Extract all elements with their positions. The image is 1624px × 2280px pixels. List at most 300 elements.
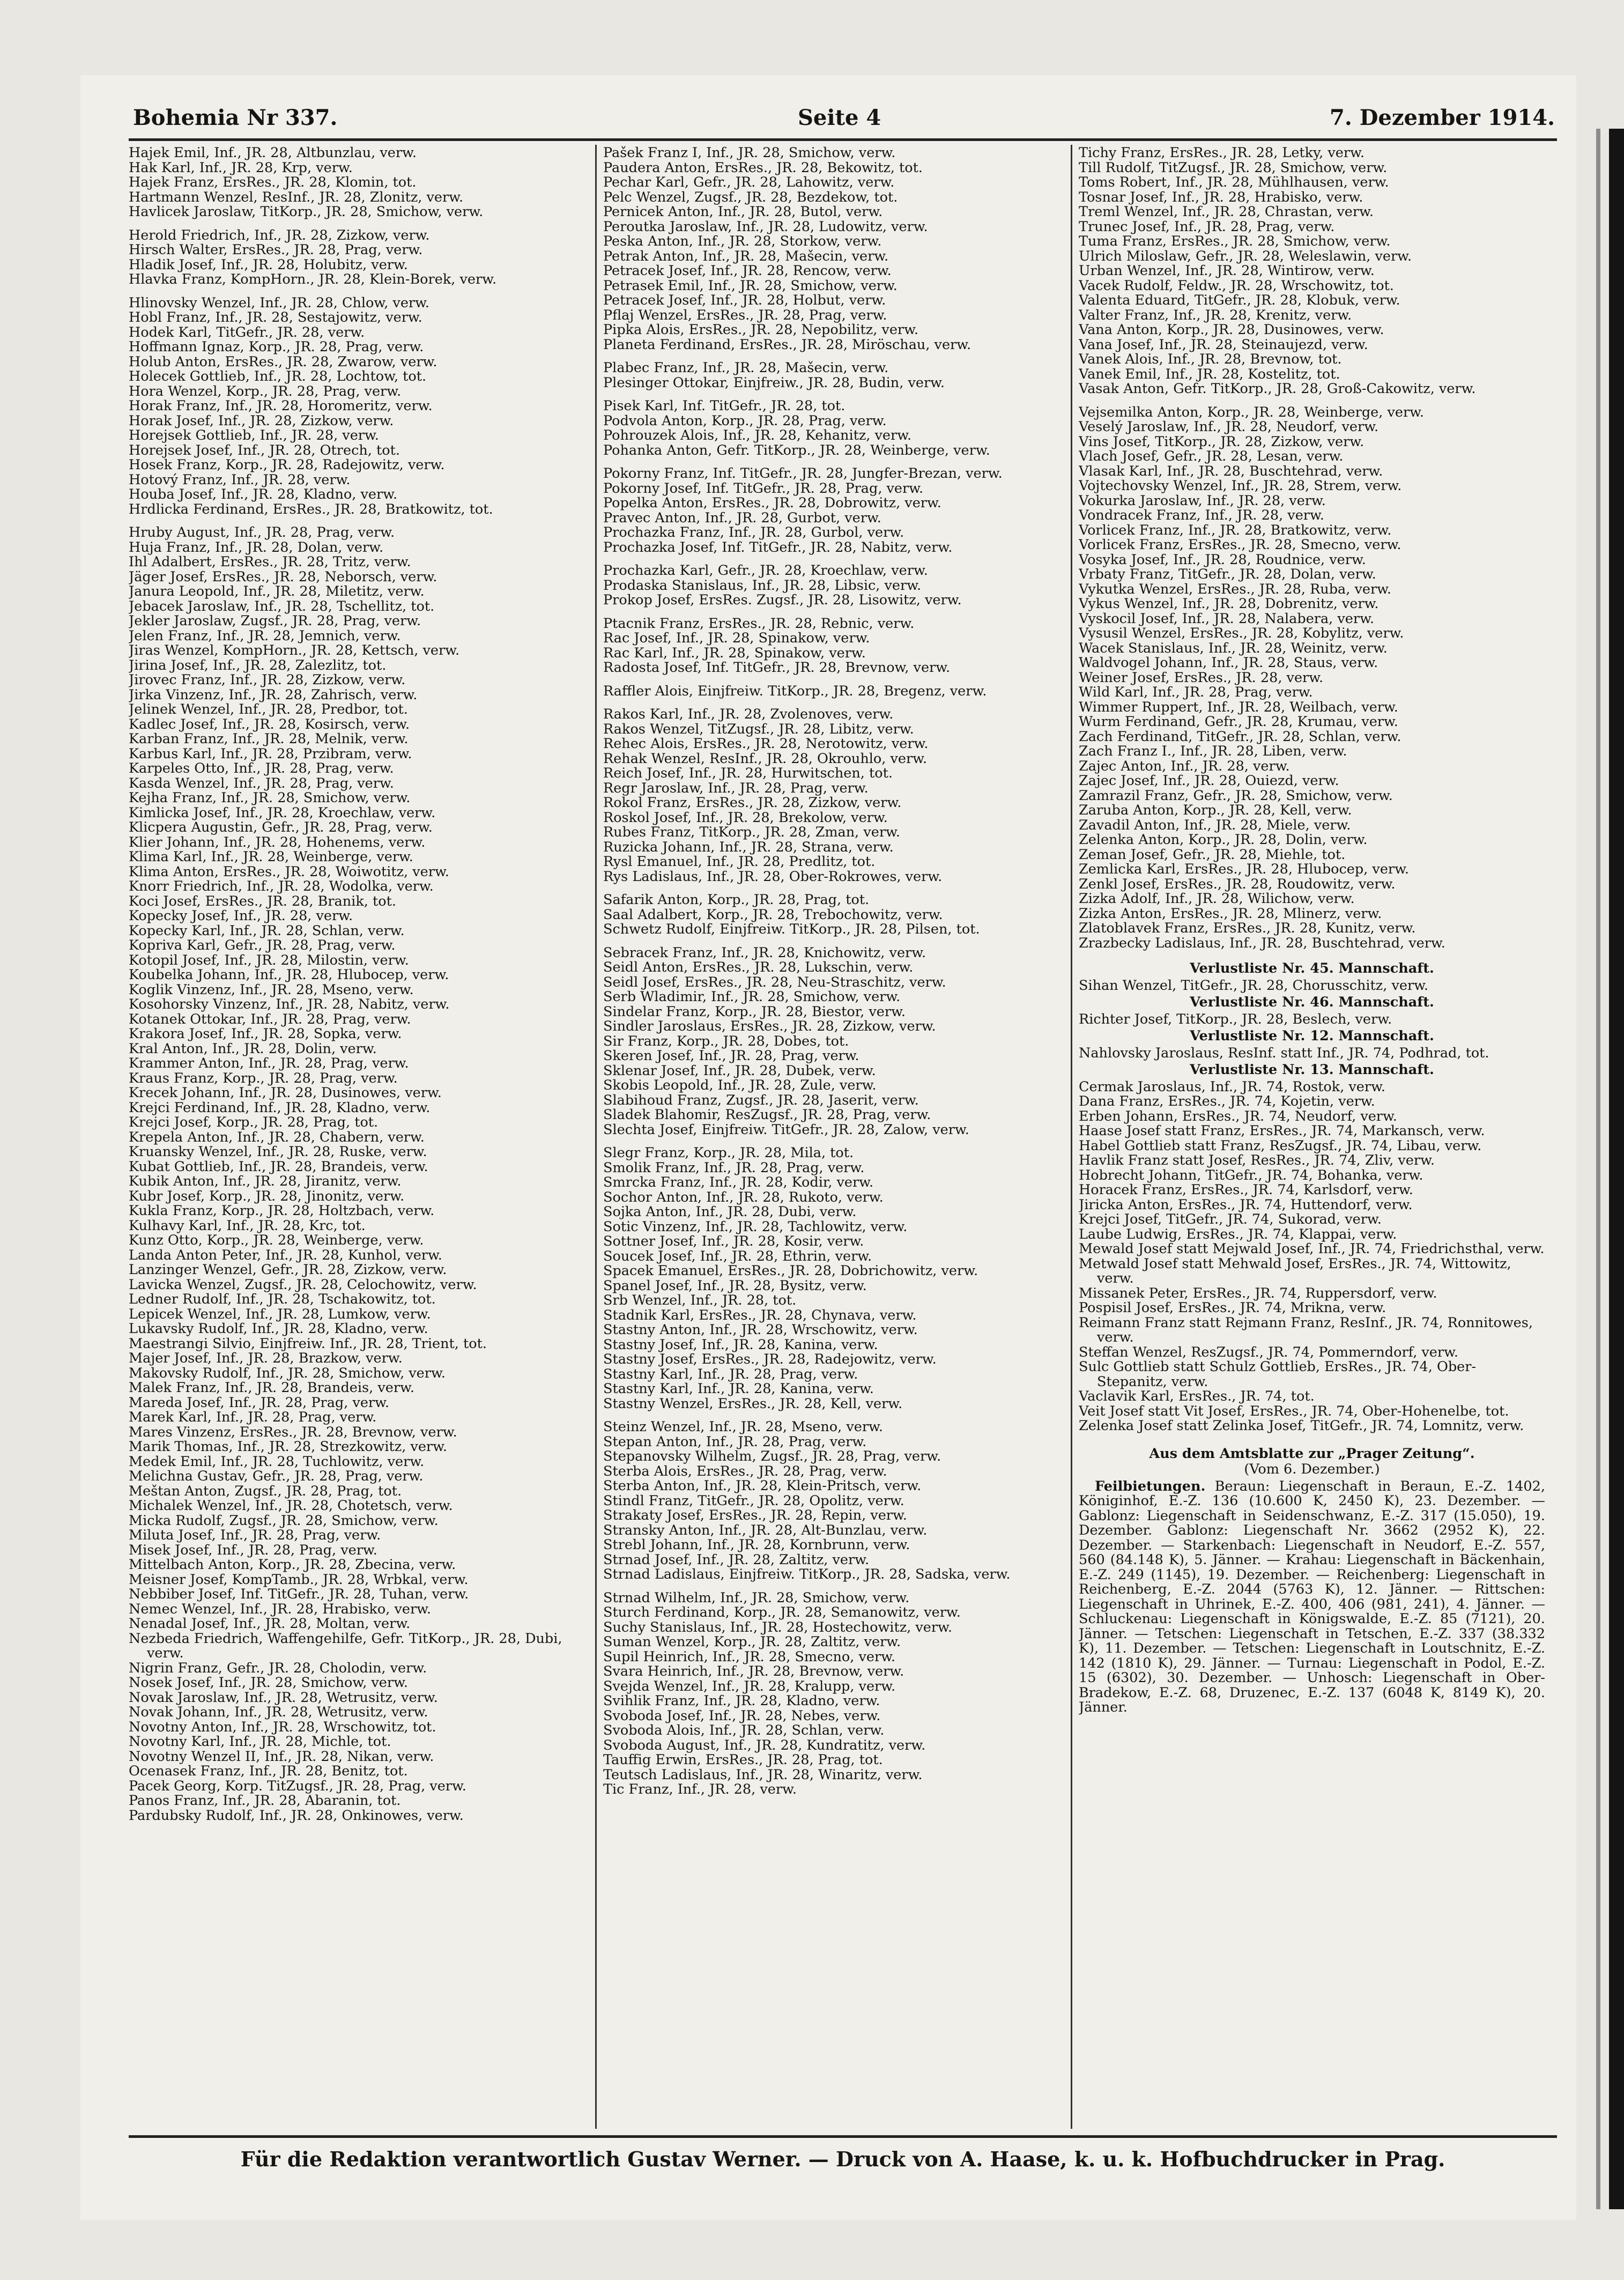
casualty-entry: Rokol Franz, ErsRes., JR. 28, Zizkow, verw. (603, 796, 902, 811)
notice-date: (Vom 6. Dezember.) (1244, 1461, 1380, 1477)
casualty-entry: Veselý Jaroslaw, Inf., JR. 28, Neudorf, verw. (1079, 420, 1379, 435)
casualty-entry: Nenadal Josef, Inf., JR. 28, Moltan, verw. (129, 1617, 411, 1632)
casualty-entry: Svejda Wenzel, Inf., JR. 28, Kralupp, verw. (603, 1679, 896, 1694)
casualty-entry: Rys Ladislaus, Inf., JR. 28, Ober-Rokrowes, verw. (603, 869, 943, 884)
casualty-entry: Makovsky Rudolf, Inf., JR. 28, Smichow, verw. (129, 1366, 446, 1381)
notice-body (1079, 1479, 1545, 1715)
casualty-entry: Hoffmann Ignaz, Korp., JR. 28, Prag, verw. (129, 340, 424, 355)
casualty-entry: Misek Josef, Inf., JR. 28, Prag, verw. (129, 1543, 377, 1558)
casualty-entry: Novotny Wenzel II, Inf., JR. 28, Nikan, verw. (129, 1749, 434, 1764)
casualty-entry: Jiricka Anton, ErsRes., JR. 74, Huttendorf, verw. (1079, 1197, 1413, 1212)
casualty-entry: Krepela Anton, Inf., JR. 28, Chabern, verw. (129, 1130, 425, 1145)
casualty-entry: Urban Wenzel, Inf., JR. 28, Wintirow, verw. (1079, 264, 1375, 279)
loss-list-heading: Verlustliste Nr. 12. Mannschaft. (1190, 1028, 1434, 1044)
casualty-entry: Richter Josef, TitKorp., JR. 28, Beslech, verw. (1079, 1012, 1392, 1027)
casualty-entry: Horacek Franz, ErsRes., JR. 74, Karlsdorf, verw. (1079, 1183, 1413, 1198)
casualty-entry: Metwald Josef statt Mehwald Josef, ErsRes., JR. 74, Wittowitz, verw. (1079, 1256, 1511, 1286)
casualty-entry: Koubelka Johann, Inf., JR. 28, Hlubocep, verw. (129, 968, 449, 983)
casualty-entry: Jelen Franz, Inf., JR. 28, Jemnich, verw. (129, 628, 401, 643)
casualty-entry: Pelc Wenzel, Zugsf., JR. 28, Bezdekow, tot. (603, 190, 898, 205)
casualty-entry: Prodaska Stanislaus, Inf., JR. 28, Libsic, verw. (603, 578, 922, 593)
casualty-entry: Vorlicek Franz, Inf., JR. 28, Bratkowitz, verw. (1079, 523, 1392, 538)
casualty-entry: Ulrich Miloslaw, Gefr., JR. 28, Weleslawin, verw. (1079, 249, 1412, 264)
casualty-entry: Srb Wenzel, Inf., JR. 28, tot. (603, 1293, 797, 1308)
casualty-entry: Zemlicka Karl, ErsRes., JR. 28, Hlubocep, verw. (1079, 862, 1410, 877)
casualty-entry: Sindler Jaroslaus, ErsRes., JR. 28, Zizkow, verw. (603, 1019, 936, 1034)
casualty-entry: Hora Wenzel, Korp., JR. 28, Prag, verw. (129, 384, 402, 399)
casualty-entry: Kopecky Karl, Inf., JR. 28, Schlan, verw. (129, 923, 405, 938)
casualty-entry: Krejci Josef, TitGefr., JR. 74, Sukorad, verw. (1079, 1212, 1382, 1227)
casualty-entry: Novotny Karl, Inf., JR. 28, Michle, tot. (129, 1735, 391, 1750)
casualty-entry: Strnad Ladislaus, Einjfreiw. TitKorp., JR. 28, Sadska, verw. (603, 1567, 1011, 1582)
casualty-entry: Petracek Josef, Inf., JR. 28, Rencow, verw. (603, 264, 892, 279)
casualty-entry: Holub Anton, ErsRes., JR. 28, Zwarow, verw. (129, 354, 437, 369)
casualty-entry: Vykus Wenzel, Inf., JR. 28, Dobrenitz, verw. (1079, 597, 1379, 612)
casualty-entry: Hotový Franz, Inf., JR. 28, verw. (129, 472, 351, 487)
casualty-entry: Sotic Vinzenz, Inf., JR. 28, Tachlowitz, verw. (603, 1219, 908, 1234)
casualty-entry: Zavadil Anton, Inf., JR. 28, Miele, verw. (1079, 818, 1351, 833)
casualty-entry: Panos Franz, Inf., JR. 28, Abaranin, tot. (129, 1794, 401, 1809)
casualty-entry: Vlasak Karl, Inf., JR. 28, Buschtehrad, verw. (1079, 464, 1383, 479)
casualty-entry: Jebacek Jaroslaw, Inf., JR. 28, Tschellitz, tot. (129, 599, 435, 614)
page-number: Seite 4 (798, 105, 881, 130)
casualty-entry: Maestrangi Silvio, Einjfreiw. Inf., JR. 28, Trient, tot. (129, 1336, 487, 1351)
casualty-entry: Rac Karl, Inf., JR. 28, Spinakow, verw. (603, 646, 866, 661)
casualty-entry: Kadlec Josef, Inf., JR. 28, Kosirsch, verw. (129, 717, 410, 732)
casualty-entry: Stastny Josef, ErsRes., JR. 28, Radejowitz, verw. (603, 1352, 937, 1367)
casualty-entry: Ocenasek Franz, Inf., JR. 28, Benitz, tot. (129, 1764, 408, 1779)
casualty-entry: Pacek Georg, Korp. TitZugsf., JR. 28, Prag, verw. (129, 1779, 466, 1794)
casualty-entry: Sir Franz, Korp., JR. 28, Dobes, tot. (603, 1034, 849, 1049)
casualty-entry: Vasak Anton, Gefr. TitKorp., JR. 28, Groß-Cakowitz, verw. (1079, 382, 1476, 397)
casualty-entry: Vondracek Franz, Inf., JR. 28, verw. (1079, 508, 1324, 523)
casualty-entry: Stransky Anton, Inf., JR. 28, Alt-Bunzlau, verw. (603, 1523, 928, 1538)
publication-title: Bohemia Nr 337. (133, 105, 338, 130)
casualty-entry: Janura Leopold, Inf., JR. 28, Miletitz, verw. (129, 584, 425, 599)
casualty-entry: Knorr Friedrich, Inf., JR. 28, Wodolka, verw. (129, 879, 434, 894)
casualty-entry: Meštan Anton, Zugsf., JR. 28, Prag, tot. (129, 1484, 402, 1499)
casualty-entry: Zamrazil Franz, Gefr., JR. 28, Smichow, verw. (1079, 788, 1393, 803)
casualty-entry: Nahlovsky Jaroslaus, ResInf. statt Inf., JR. 74, Podhrad, tot. (1079, 1046, 1489, 1061)
entry-spacer (129, 220, 595, 228)
loss-list-heading: Verlustliste Nr. 45. Mannschaft. (1190, 960, 1434, 976)
casualty-entry: Zaruba Anton, Korp., JR. 28, Kell, verw. (1079, 803, 1352, 818)
entry-spacer (603, 458, 1070, 467)
casualty-entry: Landa Anton Peter, Inf., JR. 28, Kunhol, verw. (129, 1248, 442, 1263)
casualty-entry: Micka Rudolf, Zugsf., JR. 28, Smichow, verw. (129, 1513, 439, 1528)
casualty-entry: Sulc Gottlieb statt Schulz Gottlieb, ErsRes., JR. 74, Ober-Stepanitz, verw. (1079, 1360, 1477, 1389)
casualty-entry: Sterba Alois, ErsRes., JR. 28, Prag, verw. (603, 1464, 887, 1479)
casualty-entry: Zajec Anton, Inf., JR. 28, verw. (1079, 759, 1290, 774)
entry-spacer (603, 1582, 1070, 1591)
casualty-entry: Karbus Karl, Inf., JR. 28, Przibram, verw. (129, 746, 412, 761)
casualty-entry: Rysl Emanuel, Inf., JR. 28, Predlitz, tot. (603, 855, 876, 870)
entry-spacer (603, 555, 1070, 564)
casualty-entry: Krakora Josef, Inf., JR. 28, Sopka, verw. (129, 1027, 402, 1042)
casualty-entry: Pokorny Josef, Inf. TitGefr., JR. 28, Prag, verw. (603, 481, 924, 496)
casualty-entry: Pravec Anton, Inf., JR. 28, Gurbot, verw. (603, 510, 881, 525)
casualty-entry: Strakaty Josef, ErsRes., JR. 28, Repin, verw. (603, 1508, 907, 1523)
casualty-entry: Waldvogel Johann, Inf., JR. 28, Staus, verw. (1079, 656, 1378, 671)
casualty-entry: Klier Johann, Inf., JR. 28, Hohenems, verw. (129, 835, 426, 850)
casualty-entry: Medek Emil, Inf., JR. 28, Tuchlowitz, verw. (129, 1454, 425, 1469)
casualty-entry: Nebbiber Josef, Inf. TitGefr., JR. 28, Tuhan, verw. (129, 1587, 469, 1602)
casualty-entry: Huja Franz, Inf., JR. 28, Dolan, verw. (129, 540, 384, 555)
casualty-entry: Hobl Franz, Inf., JR. 28, Sestajowitz, verw. (129, 310, 422, 325)
casualty-entry: Tosnar Josef, Inf., JR. 28, Hrabisko, verw. (1079, 190, 1363, 205)
casualty-entry: Suchy Stanislaus, Inf., JR. 28, Hostechowitz, verw. (603, 1620, 952, 1635)
casualty-entry: Lukavsky Rudolf, Inf., JR. 28, Kladno, verw. (129, 1322, 428, 1337)
loss-list-heading: Verlustliste Nr. 13. Mannschaft. (1190, 1062, 1434, 1078)
casualty-entry: Sterba Anton, Inf., JR. 28, Klein-Pritsch, verw. (603, 1479, 922, 1494)
casualty-entry: Horejsek Josef, Inf., JR. 28, Otrech, tot. (129, 443, 400, 458)
casualty-entry: Jirovec Franz, Inf., JR. 28, Zizkow, verw. (129, 673, 406, 688)
casualty-entry: Safarik Anton, Korp., JR. 28, Prag, tot. (603, 893, 870, 908)
casualty-entry: Vanek Emil, Inf., JR. 28, Kostelitz, tot. (1079, 367, 1340, 382)
casualty-entry: Klima Karl, Inf., JR. 28, Weinberge, verw. (129, 850, 413, 865)
casualty-entry: Pipka Alois, ErsRes., JR. 28, Nepobilitz, verw. (603, 323, 919, 338)
casualty-entry: Kral Anton, Inf., JR. 28, Dolin, verw. (129, 1041, 377, 1056)
casualty-entry: Sladek Blahomir, ResZugsf., JR. 28, Prag, verw. (603, 1108, 931, 1123)
casualty-entry: Ruzicka Johann, Inf., JR. 28, Strana, verw. (603, 840, 894, 855)
casualty-entry: Hirsch Walter, ErsRes., JR. 28, Prag, verw. (129, 243, 423, 258)
casualty-entry: Vins Josef, TitKorp., JR. 28, Zizkow, verw. (1079, 434, 1365, 449)
casualty-entry: Zeman Josef, Gefr., JR. 28, Miehle, tot. (1079, 847, 1346, 862)
casualty-entry: Till Rudolf, TitZugsf., JR. 28, Smichow, verw. (1079, 160, 1388, 175)
casualty-entry: Toms Robert, Inf., JR. 28, Mühlhausen, verw. (1079, 175, 1389, 190)
entry-spacer (603, 699, 1070, 707)
casualty-entry: Vokurka Jaroslaw, Inf., JR. 28, verw. (1079, 493, 1326, 508)
casualty-entry: Haase Josef statt Franz, ErsRes., JR. 74, Markansch, verw. (1079, 1124, 1485, 1139)
casualty-entry: Mareda Josef, Inf., JR. 28, Prag, verw. (129, 1395, 390, 1410)
casualty-entry: Jiras Wenzel, KompHorn., JR. 28, Kettsch, verw. (129, 643, 460, 658)
casualty-entry: Strebl Johann, Inf., JR. 28, Kornbrunn, verw. (603, 1538, 910, 1553)
casualty-entry: Pohanka Anton, Gefr. TitKorp., JR. 28, Weinberge, verw. (603, 443, 990, 458)
casualty-entry: Novotny Anton, Inf., JR. 28, Wrschowitz, tot. (129, 1720, 436, 1735)
casualty-entry: Erben Johann, ErsRes., JR. 74, Neudorf, verw. (1079, 1109, 1397, 1124)
entry-spacer (1079, 397, 1545, 405)
casualty-entry: Svoboda Josef, Inf., JR. 28, Nebes, verw. (603, 1708, 881, 1723)
casualty-entry: Stepanovsky Wilhelm, Zugsf., JR. 28, Prag, verw. (603, 1449, 941, 1464)
entry-spacer (603, 390, 1070, 399)
casualty-entry: Vana Anton, Korp., JR. 28, Dusinowes, verw. (1079, 323, 1384, 338)
casualty-entry: Slabihoud Franz, Zugsf., JR. 28, Jaserit, verw. (603, 1093, 919, 1108)
casualty-entry: Michalek Wenzel, Inf., JR. 28, Chotetsch, verw. (129, 1499, 453, 1514)
casualty-entry: Houba Josef, Inf., JR. 28, Kladno, verw. (129, 487, 398, 502)
casualty-entry: Kunz Otto, Korp., JR. 28, Weinberge, verw. (129, 1233, 424, 1248)
casualty-entry: Podvola Anton, Korp., JR. 28, Prag, verw. (603, 413, 887, 428)
casualty-entry: Vykutka Wenzel, ErsRes., JR. 28, Ruba, verw. (1079, 582, 1392, 597)
casualty-entry: Marik Thomas, Inf., JR. 28, Strezkowitz, verw. (129, 1440, 448, 1455)
casualty-entry: Dana Franz, ErsRes., JR. 74, Kojetin, verw. (1079, 1094, 1375, 1109)
casualty-entry: Weiner Josef, ErsRes., JR. 28, verw. (1079, 670, 1324, 685)
casualty-entry: Ihl Adalbert, ErsRes., JR. 28, Tritz, verw. (129, 555, 411, 570)
casualty-entry: Steffan Wenzel, ResZugsf., JR. 74, Pommerndorf, verw. (1079, 1345, 1458, 1360)
casualty-entry: Svoboda August, Inf., JR. 28, Kundratitz, verw. (603, 1738, 926, 1753)
casualty-entry: Pflaj Wenzel, ErsRes., JR. 28, Prag, verw. (603, 308, 887, 323)
casualty-entry: Rakos Karl, Inf., JR. 28, Zvolenoves, verw. (603, 707, 894, 722)
casualty-entry: Treml Wenzel, Inf., JR. 28, Chrastan, verw. (1079, 205, 1374, 220)
casualty-entry: Vana Josef, Inf., JR. 28, Steinaujezd, verw. (1079, 337, 1368, 352)
casualty-entry: Strnad Wilhelm, Inf., JR. 28, Smichow, verw. (603, 1590, 910, 1605)
casualty-column-1 (129, 146, 595, 2130)
casualty-entry: Supil Heinrich, Inf., JR. 28, Smecno, verw. (603, 1649, 896, 1664)
casualty-entry: Havlik Franz statt Josef, ResRes., JR. 74, Zliv, verw. (1079, 1153, 1435, 1168)
casualty-entry: Teutsch Ladislaus, Inf., JR. 28, Winaritz, verw. (603, 1767, 923, 1782)
casualty-entry: Tuma Franz, ErsRes., JR. 28, Smichow, verw. (1079, 234, 1391, 249)
casualty-entry: Roskol Josef, Inf., JR. 28, Brekolow, verw. (603, 810, 888, 825)
casualty-entry: Popelka Anton, ErsRes., JR. 28, Dobrowitz, verw. (603, 496, 941, 511)
entry-spacer (603, 608, 1070, 617)
entry-spacer (603, 352, 1070, 361)
casualty-entry: Kubik Anton, Inf., JR. 28, Jiranitz, verw. (129, 1174, 402, 1189)
casualty-entry: Hajek Franz, ErsRes., JR. 28, Klomin, tot. (129, 175, 417, 190)
casualty-entry: Wild Karl, Inf., JR. 28, Prag, verw. (1079, 685, 1313, 700)
casualty-entry: Stastny Anton, Inf., JR. 28, Wrschowitz, verw. (603, 1323, 918, 1338)
casualty-entry: Hlavka Franz, KompHorn., JR. 28, Klein-Borek, verw. (129, 272, 497, 287)
casualty-entry: Schwetz Rudolf, Einjfreiw. TitKorp., JR. 28, Pilsen, tot. (603, 922, 980, 937)
casualty-entry: Wimmer Ruppert, Inf., JR. 28, Weilbach, verw. (1079, 700, 1398, 715)
casualty-entry: Svihlik Franz, Inf., JR. 28, Kladno, verw. (603, 1694, 880, 1709)
casualty-entry: Vanek Alois, Inf., JR. 28, Brevnow, tot. (1079, 352, 1342, 367)
casualty-entry: Jekler Jaroslaw, Zugsf., JR. 28, Prag, verw. (129, 614, 421, 629)
casualty-entry: Trunec Josef, Inf., JR. 28, Prag, verw. (1079, 219, 1335, 234)
casualty-entry: Wacek Stanislaus, Inf., JR. 28, Weinitz, verw. (1079, 641, 1388, 656)
casualty-column-2 (603, 146, 1070, 2130)
casualty-entry: Slechta Josef, Einjfreiw. TitGefr., JR. 28, Zalow, verw. (603, 1122, 969, 1137)
casualty-entry: Jirka Vinzenz, Inf., JR. 28, Zahrisch, verw. (129, 687, 418, 702)
casualty-entry: Mittelbach Anton, Korp., JR. 28, Zbecina, verw. (129, 1558, 456, 1573)
casualty-entry: Zizka Adolf, Inf., JR. 28, Wilichow, verw. (1079, 892, 1355, 907)
casualty-entry: Miluta Josef, Inf., JR. 28, Prag, verw. (129, 1528, 381, 1543)
casualty-entry: Stastny Josef, Inf., JR. 28, Kanina, verw. (603, 1337, 878, 1352)
casualty-entry: Pisek Karl, Inf. TitGefr., JR. 28, tot. (603, 399, 846, 414)
casualty-entry: Pardubsky Rudolf, Inf., JR. 28, Onkinowes, verw. (129, 1808, 464, 1823)
casualty-entry: Svoboda Alois, Inf., JR. 28, Schlan, verw. (603, 1723, 885, 1738)
casualty-entry: Petrak Anton, Inf., JR. 28, Mašecin, verw. (603, 249, 889, 264)
casualty-entry: Peroutka Jaroslaw, Inf., JR. 28, Ludowitz, verw. (603, 219, 928, 234)
casualty-entry: Sojka Anton, Inf., JR. 28, Dubi, verw. (603, 1205, 857, 1220)
casualty-entry: Sturch Ferdinand, Korp., JR. 28, Semanowitz, verw. (603, 1605, 961, 1620)
casualty-entry: Kukla Franz, Korp., JR. 28, Holtzbach, verw. (129, 1204, 435, 1219)
casualty-entry: Valter Franz, Inf., JR. 28, Krenitz, verw. (1079, 308, 1352, 323)
casualty-entry: Zelenka Josef statt Zelinka Josef, TitGefr., JR. 74, Lomnitz, verw. (1079, 1419, 1524, 1434)
casualty-entry: Hrdlicka Ferdinand, ErsRes., JR. 28, Bratkowitz, tot. (129, 502, 493, 517)
casualty-entry: Horak Josef, Inf., JR. 28, Zizkow, verw. (129, 413, 394, 428)
casualty-entry: Sochor Anton, Inf., JR. 28, Rukoto, verw. (603, 1190, 884, 1205)
imprint-footer: Für die Redaktion verantwortlich Gustav Werner. — Druck von A. Haase, k. u. k. Hofbuchdrucker in Prag. (240, 2147, 1445, 2171)
casualty-entry: Smolik Franz, Inf., JR. 28, Prag, verw. (603, 1160, 865, 1175)
casualty-entry: Mewald Josef statt Mejwald Josef, Inf., JR. 74, Friedrichsthal, verw. (1079, 1242, 1545, 1257)
casualty-entry: Stastny Wenzel, ErsRes., JR. 28, Kell, verw. (603, 1396, 903, 1411)
casualty-entry: Soucek Josef, Inf., JR. 28, Ethrin, verw. (603, 1249, 872, 1264)
casualty-entry: Svara Heinrich, Inf., JR. 28, Brevnow, verw. (603, 1664, 904, 1679)
casualty-entry: Kosohorsky Vinzenz, Inf., JR. 28, Nabitz, verw. (129, 997, 450, 1012)
entry-spacer (603, 937, 1070, 946)
casualty-entry: Stastny Karl, Inf., JR. 28, Prag, verw. (603, 1367, 858, 1382)
entry-spacer (603, 676, 1070, 684)
casualty-entry: Kubat Gottlieb, Inf., JR. 28, Brandeis, verw. (129, 1159, 428, 1174)
casualty-entry: Vojtechovsky Wenzel, Inf., JR. 28, Strem, verw. (1079, 479, 1402, 494)
casualty-entry: Seidl Josef, ErsRes., JR. 28, Neu-Straschitz, verw. (603, 975, 946, 990)
casualty-entry: Habel Gottlieb statt Franz, ResZugsf., JR. 74, Libau, verw. (1079, 1138, 1482, 1153)
casualty-entry: Nezbeda Friedrich, Waffengehilfe, Gefr. TitKorp., JR. 28, Dubi, verw. (129, 1631, 562, 1661)
casualty-entry: Spanel Josef, Inf., JR. 28, Bysitz, verw. (603, 1278, 867, 1293)
casualty-entry: Pechar Karl, Gefr., JR. 28, Lahowitz, verw. (603, 175, 895, 190)
casualty-entry: Zenkl Josef, ErsRes., JR. 28, Roudowitz, verw. (1079, 877, 1396, 892)
casualty-entry: Sebracek Franz, Inf., JR. 28, Knichowitz, verw. (603, 945, 926, 960)
entry-spacer (1079, 1434, 1545, 1442)
entry-spacer (129, 287, 595, 296)
notice-text: Beraun: Liegenschaft in Beraun, E.-Z. 1402, Königinhof, E.-Z. 136 (10.600 K, 2450 K), 23. Dezember. — Gablonz: Liegenschaft in Seidenschwanz, E.-Z. 317 (15.050), 19. Dezember. Gablonz: Liegenschaft Nr. 3662 (2952 K), 22. Dezember. — Starkenbach: Liegenschaft in Neudorf, E.-Z. 557, 560 (84.148 K), 5. Jänner. — Krahau: Liegenschaft in Bäckenhain, E.-Z. 249 (1145), 19. Dezember. — Reichenberg: Liegenschaft in Reichenberg, E.-Z. 2044 (5763 K), 12. Jänner. — Rittschen: Liegenschaft in Uhrinek, E.-Z. 400, 406 (981, 241), 4. Jänner. — Schluckenau: Liegenschaft in Königswalde, E.-Z. 85 (7121), 20. Jänner. — Tetschen: Liegenschaft in Tetschen, E.-Z. 337 (38.332 K), 11. Dezember. — Tetschen: Liegenschaft in Loutschnitz, E.-Z. 142 (1810 K), 29. Jänner. — Turnau: Liegenschaft in Podol, E.-Z. 15 (6302), 30. Dezember. — Unhosch: Liegenschaft in Ober-Bradekow, E.-Z. 68, Druzenec, E.-Z. 137 (6048 K, 8149 K), 20. Jänner. (1079, 1478, 1545, 1715)
casualty-entry: Spacek Emanuel, ErsRes., JR. 28, Dobrichowitz, verw. (603, 1264, 978, 1279)
casualty-entry: Nigrin Franz, Gefr., JR. 28, Cholodin, verw. (129, 1661, 427, 1676)
casualty-entry: Krammer Anton, Inf., JR. 28, Prag, verw. (129, 1056, 409, 1071)
casualty-entry: Kulhavy Karl, Inf., JR. 28, Krc, tot. (129, 1218, 366, 1233)
casualty-entry: Pohrouzek Alois, Inf., JR. 28, Kehanitz, verw. (603, 428, 912, 443)
casualty-entry: Kruansky Wenzel, Inf., JR. 28, Ruske, verw. (129, 1145, 427, 1160)
casualty-entry: Prokop Josef, ErsRes. Zugsf., JR. 28, Lisowitz, verw. (603, 593, 962, 608)
casualty-entry: Kotopil Josef, Inf., JR. 28, Milostin, verw. (129, 953, 409, 968)
casualty-entry: Cermak Jaroslaus, Inf., JR. 74, Rostok, verw. (1079, 1079, 1385, 1094)
casualty-entry: Sihan Wenzel, TitGefr., JR. 28, Chorusschitz, verw. (1079, 978, 1429, 993)
casualty-entry: Vejsemilka Anton, Korp., JR. 28, Weinberge, verw. (1079, 405, 1425, 420)
casualty-entry: Novak Johann, Inf., JR. 28, Wetrusitz, verw. (129, 1705, 428, 1720)
casualty-entry: Vacek Rudolf, Feldw., JR. 28, Wrschowitz, tot. (1079, 278, 1394, 293)
casualty-entry: Petracek Josef, Inf., JR. 28, Holbut, verw. (603, 293, 886, 308)
casualty-entry: Klima Anton, ErsRes., JR. 28, Woiwotitz, verw. (129, 864, 449, 879)
casualty-entry: Stindl Franz, TitGefr., JR. 28, Opolitz, verw. (603, 1493, 904, 1508)
casualty-entry: Krejci Josef, Korp., JR. 28, Prag, tot. (129, 1115, 379, 1130)
footer-rule (129, 2135, 1557, 2138)
casualty-entry: Saal Adalbert, Korp., JR. 28, Trebochowitz, verw. (603, 907, 943, 922)
casualty-entry: Lepicek Wenzel, Inf., JR. 28, Lumkow, verw. (129, 1307, 431, 1322)
casualty-entry: Stastny Karl, Inf., JR. 28, Kanina, verw. (603, 1382, 874, 1397)
casualty-entry: Stadnik Karl, ErsRes., JR. 28, Chynava, verw. (603, 1308, 917, 1323)
casualty-entry: Lavicka Wenzel, Zugsf., JR. 28, Celochowitz, verw. (129, 1277, 477, 1292)
casualty-entry: Sottner Josef, Inf., JR. 28, Kosir, verw. (603, 1234, 864, 1249)
casualty-entry: Prochazka Franz, Inf., JR. 28, Gurbol, verw. (603, 525, 904, 541)
casualty-entry: Malek Franz, Inf., JR. 28, Brandeis, verw. (129, 1381, 414, 1396)
casualty-entry: Stepan Anton, Inf., JR. 28, Prag, verw. (603, 1434, 867, 1449)
casualty-entry: Ledner Rudolf, Inf., JR. 28, Tschakowitz, tot. (129, 1292, 436, 1307)
casualty-entry: Herold Friedrich, Inf., JR. 28, Zizkow, verw. (129, 228, 430, 243)
casualty-entry: Klicpera Augustin, Gefr., JR. 28, Prag, verw. (129, 820, 433, 835)
official-gazette-notice (1079, 1447, 1545, 1715)
casualty-entry: Mares Vinzenz, ErsRes., JR. 28, Brevnow, verw. (129, 1425, 457, 1440)
casualty-entry: Reich Josef, Inf., JR. 28, Hurwitschen, tot. (603, 766, 893, 781)
casualty-entry: Tauffig Erwin, ErsRes., JR. 28, Prag, tot. (603, 1753, 883, 1768)
casualty-entry: Rehec Alois, ErsRes., JR. 28, Nerotowitz, verw. (603, 737, 929, 752)
casualty-entry: Raffler Alois, Einjfreiw. TitKorp., JR. 28, Bregenz, verw. (603, 684, 987, 699)
casualty-list (1079, 146, 1545, 1442)
casualty-entry: Veit Josef statt Vit Josef, ErsRes., JR. 74, Ober-Hohenelbe, tot. (1079, 1404, 1509, 1419)
notice-title: Aus dem Amtsblatte zur „Prager Zeitung“. (1149, 1445, 1475, 1462)
casualty-entry: Vosyka Josef, Inf., JR. 28, Roudnice, verw. (1079, 552, 1366, 567)
header-rule (129, 138, 1557, 141)
casualty-entry: Jelinek Wenzel, Inf., JR. 28, Predbor, tot. (129, 702, 408, 717)
casualty-entry: Pokorny Franz, Inf. TitGefr., JR. 28, Jungfer-Brezan, verw. (603, 467, 1003, 482)
casualty-entry: Kotanek Ottokar, Inf., JR. 28, Prag, verw. (129, 1012, 411, 1027)
casualty-entry: Missanek Peter, ErsRes., JR. 74, Ruppersdorf, verw. (1079, 1286, 1437, 1301)
casualty-entry: Majer Josef, Inf., JR. 28, Brazkow, verw. (129, 1351, 403, 1366)
casualty-entry: Petrasek Emil, Inf., JR. 28, Smichow, verw. (603, 278, 898, 293)
casualty-entry: Steinz Wenzel, Inf., JR. 28, Mseno, verw. (603, 1420, 883, 1435)
casualty-entry: Hobrecht Johann, TitGefr., JR. 74, Bohanka, verw. (1079, 1168, 1423, 1183)
casualty-entry: Prochazka Karl, Gefr., JR. 28, Kroechlaw, verw. (603, 564, 928, 579)
casualty-entry: Holecek Gottlieb, Inf., JR. 28, Lochtow, tot. (129, 369, 427, 384)
casualty-entry: Rehak Wenzel, ResInf., JR. 28, Okrouhlo, verw. (603, 751, 928, 766)
entry-spacer (129, 517, 595, 525)
casualty-entry: Lanzinger Wenzel, Gefr., JR. 28, Zizkow, verw. (129, 1263, 447, 1278)
casualty-entry: Kasda Wenzel, Inf., JR. 28, Prag, verw. (129, 776, 394, 791)
casualty-entry: Sindelar Franz, Korp., JR. 28, Biestor, verw. (603, 1004, 906, 1019)
casualty-entry: Hartmann Wenzel, ResInf., JR. 28, Zlonitz, verw. (129, 190, 464, 205)
casualty-entry: Smrcka Franz, Inf., JR. 28, Kodir, verw. (603, 1175, 874, 1190)
casualty-entry: Strnad Josef, Inf., JR. 28, Zaltitz, verw. (603, 1552, 870, 1567)
casualty-entry: Kopriva Karl, Gefr., JR. 28, Prag, verw. (129, 938, 396, 953)
casualty-entry: Zajec Josef, Inf., JR. 28, Ouiezd, verw. (1079, 774, 1339, 789)
casualty-entry: Horejsek Gottlieb, Inf., JR. 28, verw. (129, 428, 379, 443)
casualty-entry: Paudera Anton, ErsRes., JR. 28, Bekowitz, tot. (603, 160, 923, 175)
casualty-entry: Hlinovsky Wenzel, Inf., JR. 28, Chlow, verw. (129, 295, 429, 310)
casualty-entry: Rubes Franz, TitKorp., JR. 28, Zman, verw. (603, 825, 900, 840)
casualty-entry: Karban Franz, Inf., JR. 28, Melnik, verw. (129, 732, 409, 747)
column-divider (1071, 145, 1072, 2129)
casualty-entry: Peska Anton, Inf., JR. 28, Storkow, verw. (603, 234, 882, 249)
casualty-entry: Regr Jaroslaw, Inf., JR. 28, Prag, verw. (603, 781, 869, 796)
casualty-entry: Krejci Ferdinand, Inf., JR. 28, Kladno, verw. (129, 1100, 431, 1115)
casualty-entry: Novak Jaroslaw, Inf., JR. 28, Wetrusitz, verw. (129, 1690, 438, 1705)
casualty-entry: Radosta Josef, Inf. TitGefr., JR. 28, Brevnow, verw. (603, 661, 951, 676)
casualty-entry: Prochazka Josef, Inf. TitGefr., JR. 28, Nabitz, verw. (603, 540, 953, 555)
scan-edge (1596, 129, 1600, 2209)
casualty-entry: Reimann Franz statt Rejmann Franz, ResInf., JR. 74, Ronnitowes, verw. (1079, 1315, 1533, 1345)
casualty-entry: Zelenka Anton, Korp., JR. 28, Dolin, verw. (1079, 833, 1368, 848)
casualty-entry: Pospisil Josef, ErsRes., JR. 74, Mrikna, verw. (1079, 1301, 1386, 1316)
casualty-entry: Valenta Eduard, TitGefr., JR. 28, Klobuk, verw. (1079, 293, 1400, 308)
casualty-entry: Tic Franz, Inf., JR. 28, verw. (603, 1782, 797, 1797)
casualty-entry: Meisner Josef, KompTamb., JR. 28, Wrbkal, verw. (129, 1572, 469, 1587)
casualty-entry: Havlicek Jaroslaw, TitKorp., JR. 28, Smichow, verw. (129, 205, 484, 220)
casualty-entry: Hladik Josef, Inf., JR. 28, Holubitz, verw. (129, 257, 408, 272)
casualty-entry: Hruby August, Inf., JR. 28, Prag, verw. (129, 525, 395, 541)
casualty-entry: Hodek Karl, TitGefr., JR. 28, verw. (129, 325, 365, 340)
casualty-entry: Seidl Anton, ErsRes., JR. 28, Lukschin, verw. (603, 960, 914, 975)
casualty-entry: Planeta Ferdinand, ErsRes., JR. 28, Miröschau, verw. (603, 337, 972, 352)
entry-spacer (603, 1137, 1070, 1146)
casualty-entry: Nosek Josef, Inf., JR. 28, Smichow, verw. (129, 1676, 408, 1691)
casualty-entry: Rakos Wenzel, TitZugsf., JR. 28, Libitz, verw. (603, 722, 914, 737)
casualty-entry: Nemec Wenzel, Inf., JR. 28, Hrabisko, verw. (129, 1602, 432, 1617)
casualty-entry: Karpeles Otto, Inf., JR. 28, Prag, verw. (129, 761, 394, 776)
casualty-entry: Kimlicka Josef, Inf., JR. 28, Kroechlaw, verw. (129, 805, 436, 820)
casualty-entry: Vysusil Wenzel, ErsRes., JR. 28, Kobylitz, verw. (1079, 626, 1404, 641)
casualty-entry: Serb Wladimir, Inf., JR. 28, Smichow, verw. (603, 990, 901, 1005)
casualty-entry: Pernicek Anton, Inf., JR. 28, Butol, verw. (603, 205, 883, 220)
casualty-entry: Wurm Ferdinand, Gefr., JR. 28, Krumau, verw. (1079, 715, 1398, 730)
entry-spacer (1079, 951, 1545, 959)
entry-spacer (603, 884, 1070, 893)
casualty-entry: Laube Ludwig, ErsRes., JR. 74, Klappai, verw. (1079, 1227, 1397, 1242)
casualty-entry: Kejha Franz, Inf., JR. 28, Smichow, verw. (129, 791, 411, 806)
casualty-entry: Ptacnik Franz, ErsRes., JR. 28, Rebnic, verw. (603, 616, 915, 631)
casualty-entry: Skeren Josef, Inf., JR. 28, Prag, verw. (603, 1049, 859, 1064)
entry-spacer (603, 1411, 1070, 1420)
casualty-entry: Vrbaty Franz, TitGefr., JR. 28, Dolan, verw. (1079, 567, 1376, 582)
casualty-entry: Plesinger Ottokar, Einjfreiw., JR. 28, Budin, verw. (603, 375, 945, 390)
casualty-entry: Zizka Anton, ErsRes., JR. 28, Mlinerz, verw. (1079, 906, 1382, 921)
